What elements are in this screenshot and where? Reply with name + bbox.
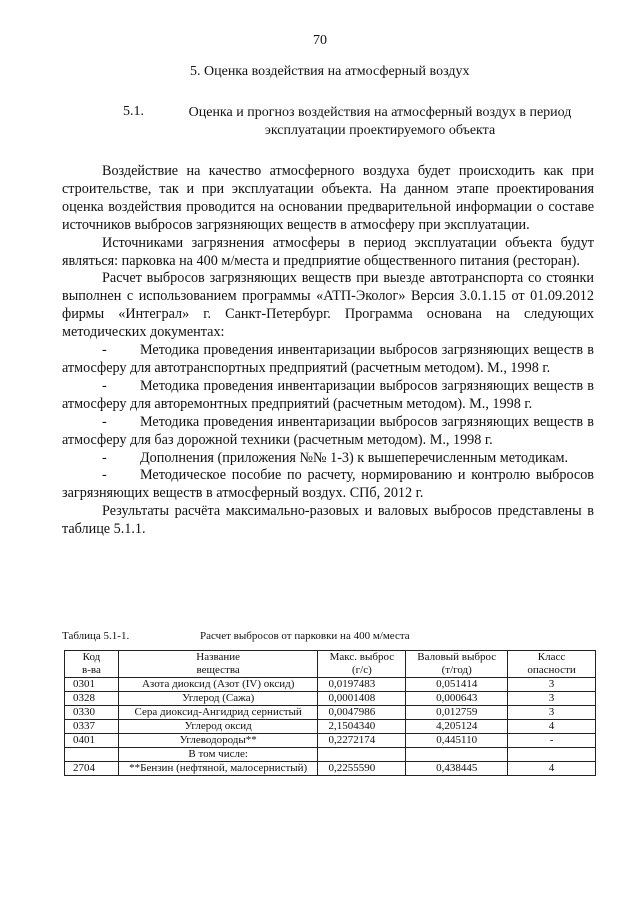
cell-max: 0,2255590 [318, 762, 406, 776]
bullet-text: Методика проведения инвентаризации выбросов загрязняющих веществ в атмосферу для авторемонтных предприятий (расчетным методом). М., 1998 г. [62, 377, 594, 412]
bullet-text: Методическое пособие по расчету, нормированию и контролю выбросов загрязняющих веществ в атмосферный воздух. СПб, 2012 г. [62, 467, 594, 502]
header-hazard-class: Класс опасности [508, 651, 596, 678]
cell-class [508, 748, 596, 762]
table-label: Таблица 5.1-1. [62, 630, 130, 642]
bullet-dash: - [102, 342, 107, 359]
cell-max: 0,2272174 [318, 734, 406, 748]
cell-gross: 4,205124 [406, 720, 508, 734]
table-row [65, 734, 596, 748]
cell-class: 3 [508, 692, 596, 706]
cell-class: 4 [508, 762, 596, 776]
cell-gross: 0,445110 [406, 734, 508, 748]
table-row [65, 678, 596, 692]
bullet-text: Методика проведения инвентаризации выбросов загрязняющих веществ в атмосферу для автотранспортных предприятий (расчетным методом). М., 1998 г. [62, 342, 594, 376]
table-row [65, 692, 596, 706]
page-number: 70 [313, 33, 327, 48]
bullet-text: Методика проведения инвентаризации выбросов загрязняющих веществ в атмосферу для баз дорожной техники (расчетным методом). М., 1998 г. [62, 413, 594, 448]
cell-gross [406, 748, 508, 762]
emissions-table [64, 650, 596, 776]
header-gross-emission: Валовый выброс (т/год) [406, 651, 508, 678]
bullet-dash: - [102, 413, 107, 430]
bullet-item [62, 414, 594, 450]
bullet-dash: - [102, 377, 107, 394]
bullet-item [62, 450, 594, 468]
cell-code: 0330 [65, 706, 119, 720]
cell-gross: 0,012759 [406, 706, 508, 720]
cell-code: 0337 [65, 720, 119, 734]
table-row [65, 706, 596, 720]
paragraph: Воздействие на качество атмосферного воздуха будет происходить как при строительстве, так и при эксплуатации объекта. На данном этапе проектирования оценка воздействия проводится на основании предварительной информации о составе источников выбросов загрязняющих веществ в атмосферу при эксплуатации. [62, 163, 594, 233]
cell-max [318, 748, 406, 762]
bullet-dash: - [102, 449, 107, 466]
cell-class: 3 [508, 706, 596, 720]
cell-code: 0401 [65, 734, 119, 748]
bullet-item [62, 467, 594, 503]
table-title: Расчет выбросов от парковки на 400 м/места [200, 630, 410, 642]
bullet-item [62, 378, 594, 414]
cell-name: Углеводороды** [118, 734, 318, 748]
cell-code: 2704 [65, 762, 119, 776]
cell-class: - [508, 734, 596, 748]
cell-code: 0301 [65, 678, 119, 692]
bullet-item [62, 342, 594, 378]
header-code: Код в-ва [65, 651, 119, 678]
bullet-text: Дополнения (приложения №№ 1-3) к вышеперечисленным методикам. [140, 449, 569, 466]
paragraph: Источниками загрязнения атмосферы в период эксплуатации объекта будут являться: парковка на 400 м/места и предприятие общественного питания (ресторан). [62, 234, 594, 269]
cell-class: 4 [508, 720, 596, 734]
cell-name: В том числе: [118, 748, 318, 762]
table-header-row [65, 651, 596, 678]
cell-class: 3 [508, 678, 596, 692]
table-row [65, 720, 596, 734]
subsection-title: Оценка и прогноз воздействия на атмосферный воздух в период эксплуатации проектируемого объекта [188, 105, 572, 138]
results-paragraph: Результаты расчёта максимально-разовых и валовых выбросов представлены в таблице 5.1.1. [62, 503, 594, 538]
body-text [62, 163, 594, 539]
cell-max: 0,0001408 [318, 692, 406, 706]
cell-code [65, 748, 119, 762]
cell-name: Углерод (Сажа) [118, 692, 318, 706]
cell-max: 0,0197483 [318, 678, 406, 692]
paragraph: Расчет выбросов загрязняющих веществ при выезде автотранспорта со стоянки выполнен с использованием программы «АТП-Эколог» Версия 3.0.1.15 от 01.09.2012 фирмы «Интеграл» г. Санкт-Петербург. Программа основана на следующих методических документах: [62, 270, 594, 341]
cell-code: 0328 [65, 692, 119, 706]
table-row [65, 762, 596, 776]
cell-gross: 0,000643 [406, 692, 508, 706]
table-row [65, 748, 596, 762]
section-title: 5. Оценка воздействия на атмосферный воздух [190, 64, 470, 79]
cell-name: Сера диоксид-Ангидрид сернистый [118, 706, 318, 720]
cell-gross: 0,051414 [406, 678, 508, 692]
cell-max: 2,1504340 [318, 720, 406, 734]
subsection-number: 5.1. [123, 104, 144, 119]
cell-name: Углерод оксид [118, 720, 318, 734]
cell-gross: 0,438445 [406, 762, 508, 776]
header-max-emission: Макс. выброс (г/с) [318, 651, 406, 678]
cell-name: **Бензин (нефтяной, малосернистый) [118, 762, 318, 776]
cell-max: 0,0047986 [318, 706, 406, 720]
header-name: Название вещества [118, 651, 318, 678]
bullet-dash: - [102, 467, 107, 484]
cell-name: Азота диоксид (Азот (IV) оксид) [118, 678, 318, 692]
